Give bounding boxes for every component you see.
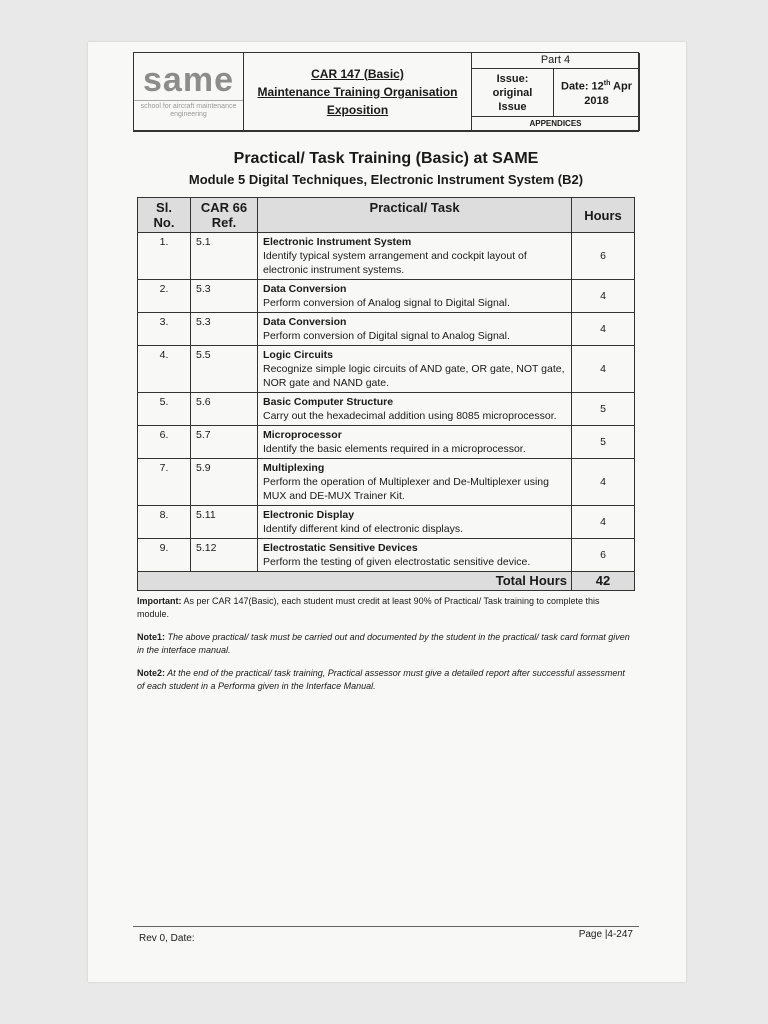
issue-line-2: original bbox=[492, 86, 533, 99]
note1-label: Note1: bbox=[137, 632, 166, 642]
task-cell bbox=[258, 506, 572, 539]
sl-no: 7. bbox=[159, 462, 169, 474]
sl-no: 8. bbox=[159, 509, 169, 521]
car66-ref-cell: 5.1 bbox=[191, 233, 258, 280]
sl-no: 1. bbox=[159, 236, 169, 248]
date-cell bbox=[554, 69, 640, 117]
table-row bbox=[138, 233, 635, 280]
task-description: Identify typical system arrangement and cockpit layout of electronic instrument systems. bbox=[263, 250, 527, 276]
task-description: Identify the basic elements required in a microprocessor. bbox=[263, 443, 526, 455]
task-description: Perform conversion of Analog signal to Digital Signal. bbox=[263, 297, 510, 309]
task-cell bbox=[258, 393, 572, 426]
title-line-3: Exposition bbox=[326, 102, 389, 117]
title-line-2: Maintenance Training Organisation bbox=[257, 84, 458, 99]
sl-no: 5. bbox=[159, 396, 169, 408]
sl-no-cell bbox=[138, 393, 191, 426]
page-subheading: Module 5 Digital Techniques, Electronic Instrument System (B2) bbox=[188, 172, 584, 187]
issue-line-1: Issue: bbox=[496, 72, 529, 85]
task-title: Microprocessor bbox=[263, 429, 342, 441]
task-title: Data Conversion bbox=[263, 316, 347, 328]
task-cell bbox=[258, 280, 572, 313]
sl-no-cell bbox=[138, 346, 191, 393]
task-cell bbox=[258, 233, 572, 280]
page-footer bbox=[133, 926, 639, 944]
date-suffix: th bbox=[603, 80, 611, 88]
table-row bbox=[138, 539, 635, 572]
sl-no-cell bbox=[138, 539, 191, 572]
task-description: Recognize simple logic circuits of AND gate, OR gate, NOT gate, NOR gate and NAND gate. bbox=[263, 363, 565, 389]
logo-tagline: school for aircraft maintenance engineering bbox=[134, 100, 243, 119]
col-hours: Hours bbox=[572, 198, 635, 233]
car66-ref-cell: 5.11 bbox=[191, 506, 258, 539]
task-title: Multiplexing bbox=[263, 462, 325, 474]
sl-no-cell bbox=[138, 280, 191, 313]
logo-word: same bbox=[143, 61, 234, 99]
col-ref-line1: CAR 66 bbox=[200, 200, 248, 215]
note-1 bbox=[137, 631, 632, 657]
task-description: Perform the testing of given electrostatic sensitive device. bbox=[263, 556, 531, 568]
sl-no: 2. bbox=[159, 283, 169, 295]
document-page bbox=[88, 42, 686, 982]
sl-no-cell bbox=[138, 459, 191, 506]
table-row bbox=[138, 280, 635, 313]
task-title: Data Conversion bbox=[263, 283, 347, 295]
task-title: Electronic Instrument System bbox=[263, 236, 412, 248]
important-label: Important: bbox=[137, 596, 182, 606]
important-text: As per CAR 147(Basic), each student must credit at least 90% of Practical/ Task training to complete this module. bbox=[137, 596, 600, 619]
date-day: Date: 12 bbox=[561, 80, 604, 93]
total-hours-label: Total Hours bbox=[138, 572, 572, 591]
sl-no: 3. bbox=[159, 316, 169, 328]
task-cell bbox=[258, 539, 572, 572]
car66-ref-cell: 5.6 bbox=[191, 393, 258, 426]
sl-no: 4. bbox=[159, 349, 169, 361]
car66-ref-cell: 5.7 bbox=[191, 426, 258, 459]
sl-no-cell bbox=[138, 506, 191, 539]
task-description: Perform conversion of Digital signal to Analog Signal. bbox=[263, 330, 510, 342]
document-title bbox=[244, 53, 472, 131]
col-sl-line1: Sl. bbox=[156, 200, 172, 215]
sl-no: 6. bbox=[159, 429, 169, 441]
sl-no-cell bbox=[138, 426, 191, 459]
sl-no: 9. bbox=[159, 542, 169, 554]
task-table bbox=[137, 197, 635, 591]
total-hours-value: 42 bbox=[572, 572, 635, 591]
col-sl-line2: No. bbox=[153, 215, 175, 230]
task-description: Carry out the hexadecimal addition using 8085 microprocessor. bbox=[263, 410, 557, 422]
task-cell bbox=[258, 426, 572, 459]
date-month: Apr bbox=[610, 80, 632, 93]
task-title: Logic Circuits bbox=[263, 349, 334, 361]
note1-text: The above practical/ task must be carried out and documented by the student in the practical/ task card format given in the interface manual. bbox=[137, 632, 630, 655]
table-row bbox=[138, 393, 635, 426]
hours-cell: 4 bbox=[572, 506, 635, 539]
col-sl-no bbox=[138, 198, 191, 233]
note-2 bbox=[137, 667, 632, 693]
hours-cell: 4 bbox=[572, 313, 635, 346]
task-description: Identify different kind of electronic displays. bbox=[263, 523, 463, 535]
table-header-row bbox=[138, 198, 635, 233]
task-title: Basic Computer Structure bbox=[263, 396, 394, 408]
hours-cell: 6 bbox=[572, 539, 635, 572]
title-line-1: CAR 147 (Basic) bbox=[311, 66, 404, 81]
task-cell bbox=[258, 346, 572, 393]
task-title: Electronic Display bbox=[263, 509, 355, 521]
task-description: Perform the operation of Multiplexer and De-Multiplexer using MUX and DE-MUX Trainer Kit. bbox=[263, 476, 549, 502]
hours-cell: 5 bbox=[572, 426, 635, 459]
task-cell bbox=[258, 459, 572, 506]
part-label: Part 4 bbox=[472, 53, 640, 69]
date-line-1 bbox=[554, 77, 639, 94]
table-row bbox=[138, 426, 635, 459]
col-practical-task: Practical/ Task bbox=[258, 198, 572, 233]
car66-ref-cell: 5.9 bbox=[191, 459, 258, 506]
note2-label: Note2: bbox=[137, 668, 166, 678]
car66-ref-cell: 5.3 bbox=[191, 313, 258, 346]
task-cell bbox=[258, 313, 572, 346]
issue-line-3: Issue bbox=[498, 100, 527, 113]
date-year: 2018 bbox=[584, 94, 609, 107]
header-box bbox=[133, 52, 639, 132]
page-heading: Practical/ Task Training (Basic) at SAME bbox=[233, 150, 539, 167]
col-ref-line2: Ref. bbox=[211, 215, 237, 230]
hours-cell: 6 bbox=[572, 233, 635, 280]
sl-no-cell bbox=[138, 233, 191, 280]
task-title: Electrostatic Sensitive Devices bbox=[263, 542, 418, 554]
car66-ref-cell: 5.3 bbox=[191, 280, 258, 313]
col-car66-ref bbox=[191, 198, 258, 233]
important-note bbox=[137, 595, 632, 621]
issue-cell bbox=[472, 69, 554, 117]
table-row bbox=[138, 506, 635, 539]
same-logo bbox=[134, 53, 244, 131]
appendices-label: APPENDICES bbox=[472, 117, 640, 131]
note2-text: At the end of the practical/ task training, Practical assessor must give a detailed report after successful assessment of each student in a Performa given in the Interface Manual. bbox=[137, 668, 625, 691]
table-row bbox=[138, 346, 635, 393]
hours-cell: 5 bbox=[572, 393, 635, 426]
page-content bbox=[133, 52, 639, 703]
notes-section bbox=[137, 595, 632, 693]
revision-label: Rev 0, Date: bbox=[139, 933, 195, 944]
table-row bbox=[138, 459, 635, 506]
car66-ref-cell: 5.5 bbox=[191, 346, 258, 393]
car66-ref-cell: 5.12 bbox=[191, 539, 258, 572]
hours-cell: 4 bbox=[572, 346, 635, 393]
sl-no-cell bbox=[138, 313, 191, 346]
table-row bbox=[138, 313, 635, 346]
total-row bbox=[138, 572, 635, 591]
page-number: Page |4-247 bbox=[578, 929, 633, 940]
hours-cell: 4 bbox=[572, 459, 635, 506]
hours-cell: 4 bbox=[572, 280, 635, 313]
